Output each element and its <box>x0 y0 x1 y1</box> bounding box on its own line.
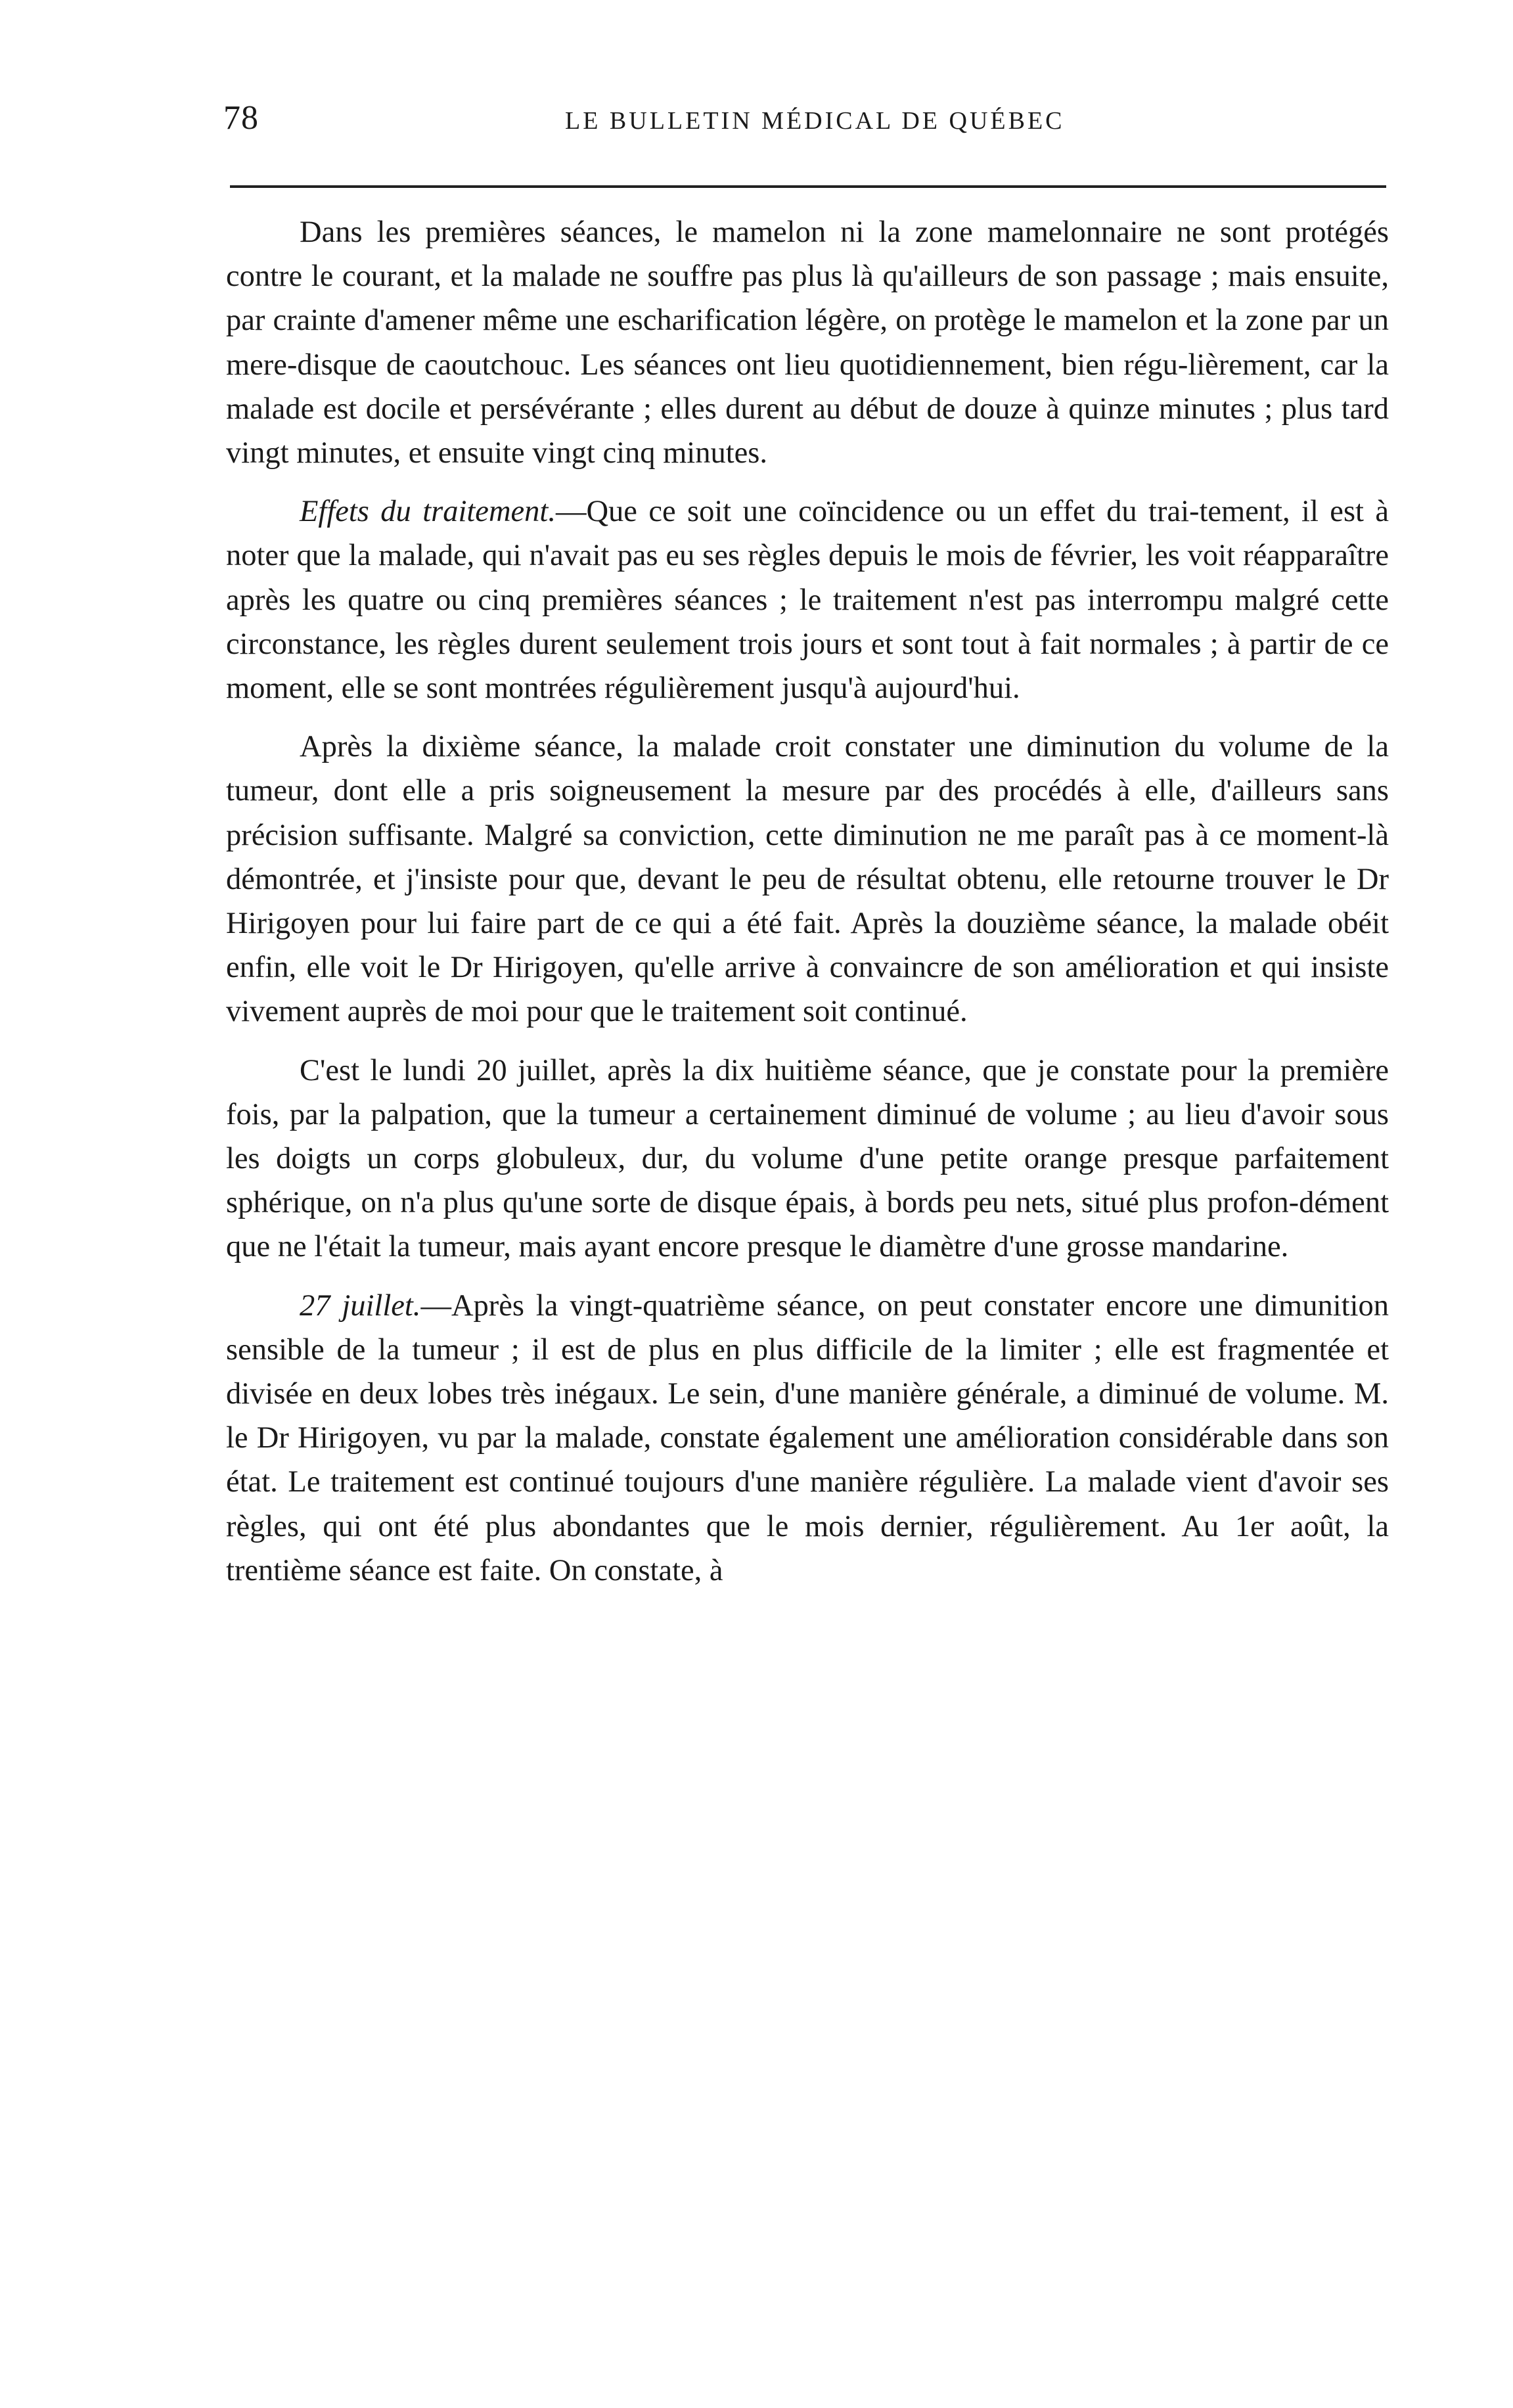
paragraph-text: Dans les premières séances, le mamelon ni la zone mamelonnaire ne sont protégés contre le courant, et la malade ne souffre pas plus là qu'ailleurs de son passage ; mais ensuite, par crainte d'amener même une escharification légère, on protège le mamelon et la zone par un mere-disque de caoutchouc. Les séances ont lieu quotidiennement, bien régu-lièrement, car la malade est docile et persévérante ; elles durent au début de douze à quinze minutes ; plus tard vingt minutes, et ensuite vingt cinq minutes. <box>226 216 1389 470</box>
paragraph-text: Après la dixième séance, la malade croit constater une diminution du volume de la tumeur, dont elle a pris soigneusement la mesure par des procédés à elle, d'ailleurs sans précision suffisante. Malgré sa conviction, cette diminution ne me paraît pas à ce moment-là démontrée, et j'insiste pour que, devant le peu de résultat obtenu, elle retourne trouver le Dr Hirigoyen pour lui faire part de ce qui a été fait. Après la douzième séance, la malade obéit enfin, elle voit le Dr Hirigoyen, qu'elle arrive à convaincre de son amélioration et qui insiste vivement auprès de moi pour que le traitement soit continué. <box>226 730 1389 1029</box>
paragraph-4 <box>226 1049 1389 1269</box>
body-text <box>226 210 1389 1593</box>
running-title: LE BULLETIN MÉDICAL DE QUÉBEC <box>565 107 1065 135</box>
paragraph-text: —Après la vingt-quatrième séance, on peut constater encore une dimunition sensible de la tumeur ; il est de plus en plus difficile de la limiter ; elle est fragmentée et divisée en deux lobes très inégaux. Le sein, d'une manière générale, a diminué de volume. M. le Dr Hirigoyen, vu par la malade, constate également une amélioration considérable dans son état. Le traitement est continué toujours d'une manière régulière. La malade vient d'avoir ses règles, qui ont été plus abondantes que le mois dernier, régulièrement. Au 1er août, la trentième séance est faite. On constate, à <box>226 1288 1389 1587</box>
page-number: 78 <box>223 99 259 137</box>
paragraph-text: —Que ce soit une coïncidence ou un effet du trai-tement, il est à noter que la malade, qui n'avait pas eu ses règles depuis le mois de février, les voit réapparaître après les quatre ou cinq premières séances ; le traitement n'est pas interrompu malgré cette circonstance, les règles durent seulement trois jours et sont tout à fait normales ; à partir de ce moment, elle se sont montrées régulièrement jusqu'à aujourd'hui. <box>226 495 1389 706</box>
paragraph-lead: Effets du traitement. <box>300 495 556 529</box>
paragraph-3 <box>226 725 1389 1034</box>
paragraph-2 <box>226 489 1389 710</box>
page-header <box>223 99 1386 145</box>
paragraph-5 <box>226 1284 1389 1593</box>
paragraph-1 <box>226 210 1389 475</box>
paragraph-text: C'est le lundi 20 juillet, après la dix huitième séance, que je constate pour la première fois, par la palpation, que la tumeur a certainement diminué de volume ; au lieu d'avoir sous les doigts un corps globuleux, dur, du volume d'une petite orange presque parfaitement sphérique, on n'a plus qu'une sorte de disque épais, à bords peu nets, situé plus profon-dément que ne l'était la tumeur, mais ayant encore presque le diamètre d'une grosse mandarine. <box>226 1053 1389 1264</box>
paragraph-lead: 27 juillet. <box>300 1288 421 1323</box>
header-divider <box>230 185 1386 188</box>
